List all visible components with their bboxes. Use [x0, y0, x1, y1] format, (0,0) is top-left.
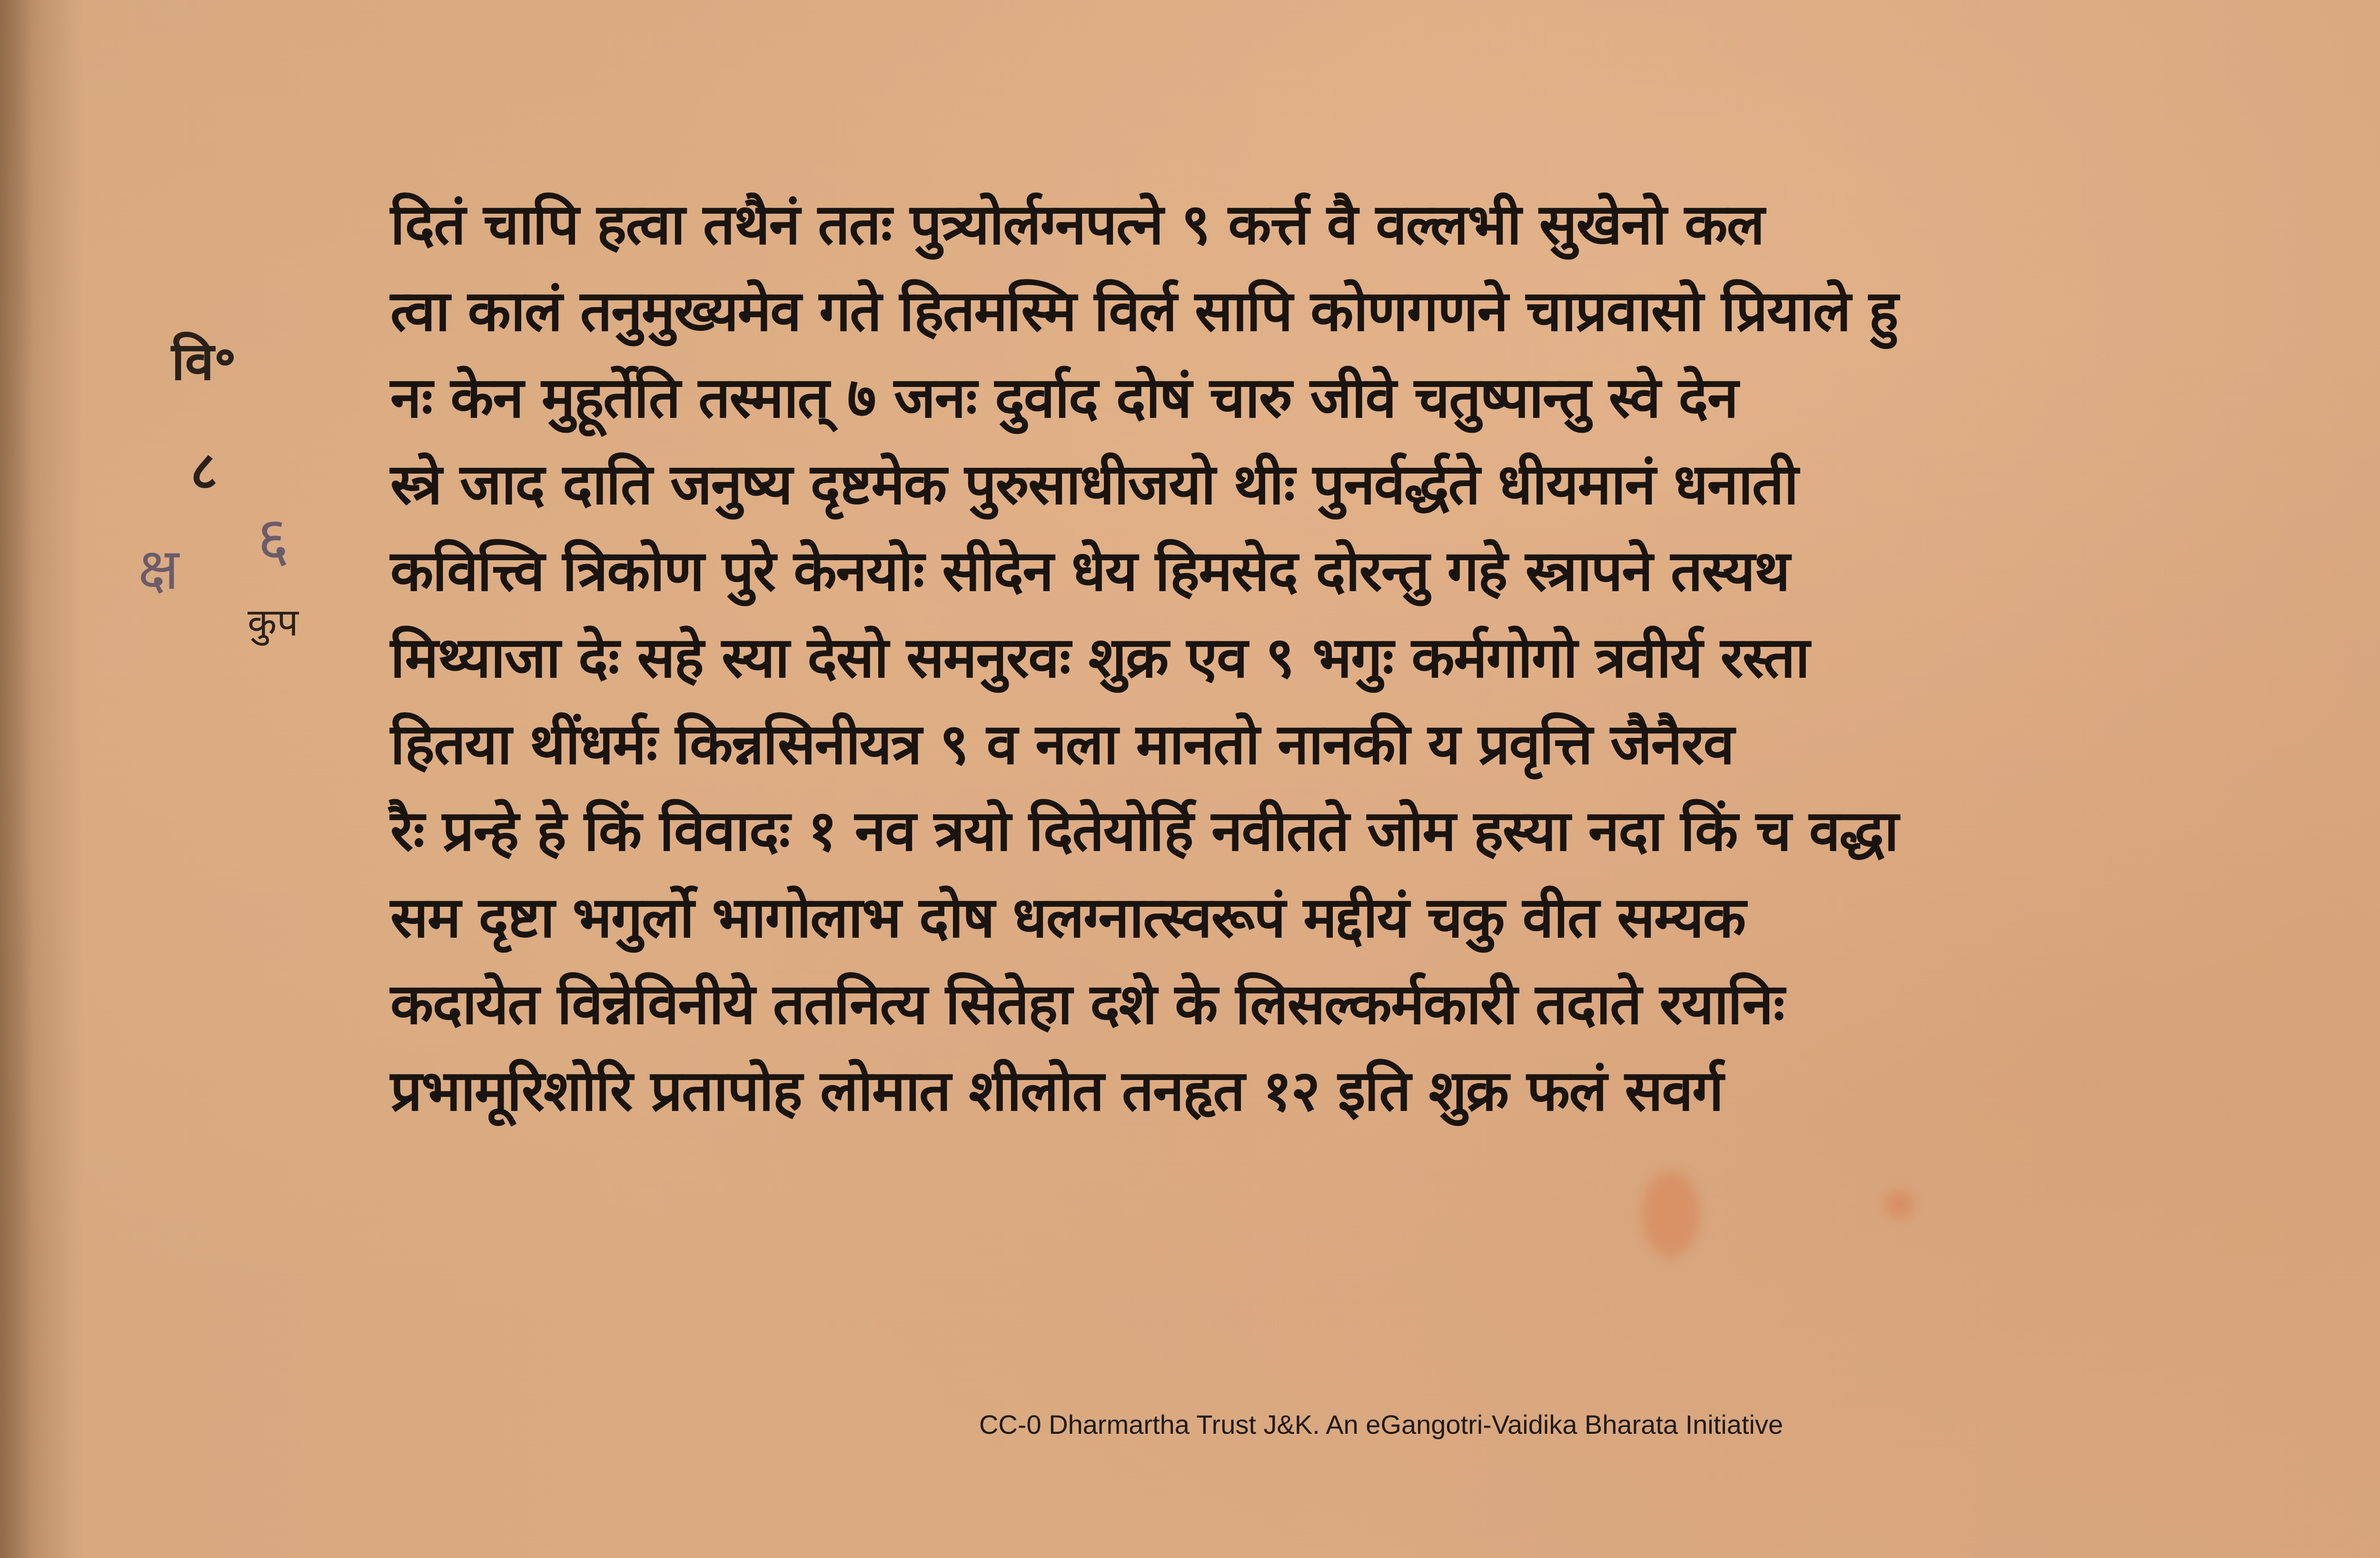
paper-stain	[1885, 1190, 1914, 1219]
manuscript-line: रैः प्रन्हे हे किं विवादः १ नव त्रयो दितेयोर्हि नवीतते जोम हस्या नदा किं च वद्धा	[390, 798, 1898, 863]
manuscript-line: कवित्त्वि त्रिकोण पुरे केनयोः सीदेन धेय हिमसेद दोरन्तु गहे स्त्रापने तस्यथ	[390, 538, 1789, 604]
manuscript-line: स्त्रे जाद दाति जनुष्य दृष्टमेक पुरुसाधीजयो थीः पुनर्वर्द्धते धीयमानं धनाती	[390, 451, 1798, 517]
manuscript-line: दितं चापि हत्वा तथैनं ततः पुत्र्योर्लग्नपत्ने ९ कर्त्त वै वल्लभी सुखेनो कल	[390, 191, 1764, 257]
manuscript-line: सम दृष्टा भगुर्लो भागोलाभ दोष धलग्नात्स्वरूपं मद्दीयं चकु वीत सम्यक	[390, 884, 1745, 950]
manuscript-line: त्वा कालं तनुमुख्यमेव गते हितमस्मि विर्ल सापि कोणगणने चाप्रवासो प्रियाले हु	[390, 278, 1898, 344]
manuscript-line: नः केन मुहूर्तेति तस्मात् ७ जनः दुर्वाद दोषं चारु जीवे चतुष्पान्तु स्वे देन	[390, 365, 1738, 430]
left-margin-note: कुप	[248, 600, 298, 645]
left-margin-note: वि॰	[171, 331, 237, 392]
left-margin-pencil-note: ६	[257, 503, 289, 576]
manuscript-line: प्रभामूरिशोरि प्रतापोह लोमात शीलोत तनहृत १२ इति शुक्र फलं सवर्ग	[390, 1058, 1723, 1123]
manuscript-line: मिथ्याजा देः सहे स्या देसो समनुरवः शुक्र एव ९ भगुः कर्मगोगो त्रवीर्य रस्ता	[390, 625, 1809, 690]
manuscript-line: कदायेत विन्नेविनीये ततनित्य सितेहा दशे के लिसल्कर्मकारी तदाते रयानिः	[390, 971, 1784, 1037]
manuscript-line: हितया थींधर्मः किन्नसिनीयत्र ९ व नला मानतो नानकी य प्रवृत्ति जैनैरव	[390, 711, 1734, 777]
page-left-edge-shadow	[0, 0, 33, 1558]
paper-stain	[1642, 1171, 1699, 1257]
manuscript-text	[390, 181, 2370, 1134]
archive-credit-footer: CC-0 Dharmartha Trust J&K. An eGangotri-Vaidika Bharata Initiative	[979, 1409, 1784, 1439]
left-margin-note: ८	[190, 440, 218, 501]
left-margin-pencil-note: क्ष	[138, 536, 179, 603]
